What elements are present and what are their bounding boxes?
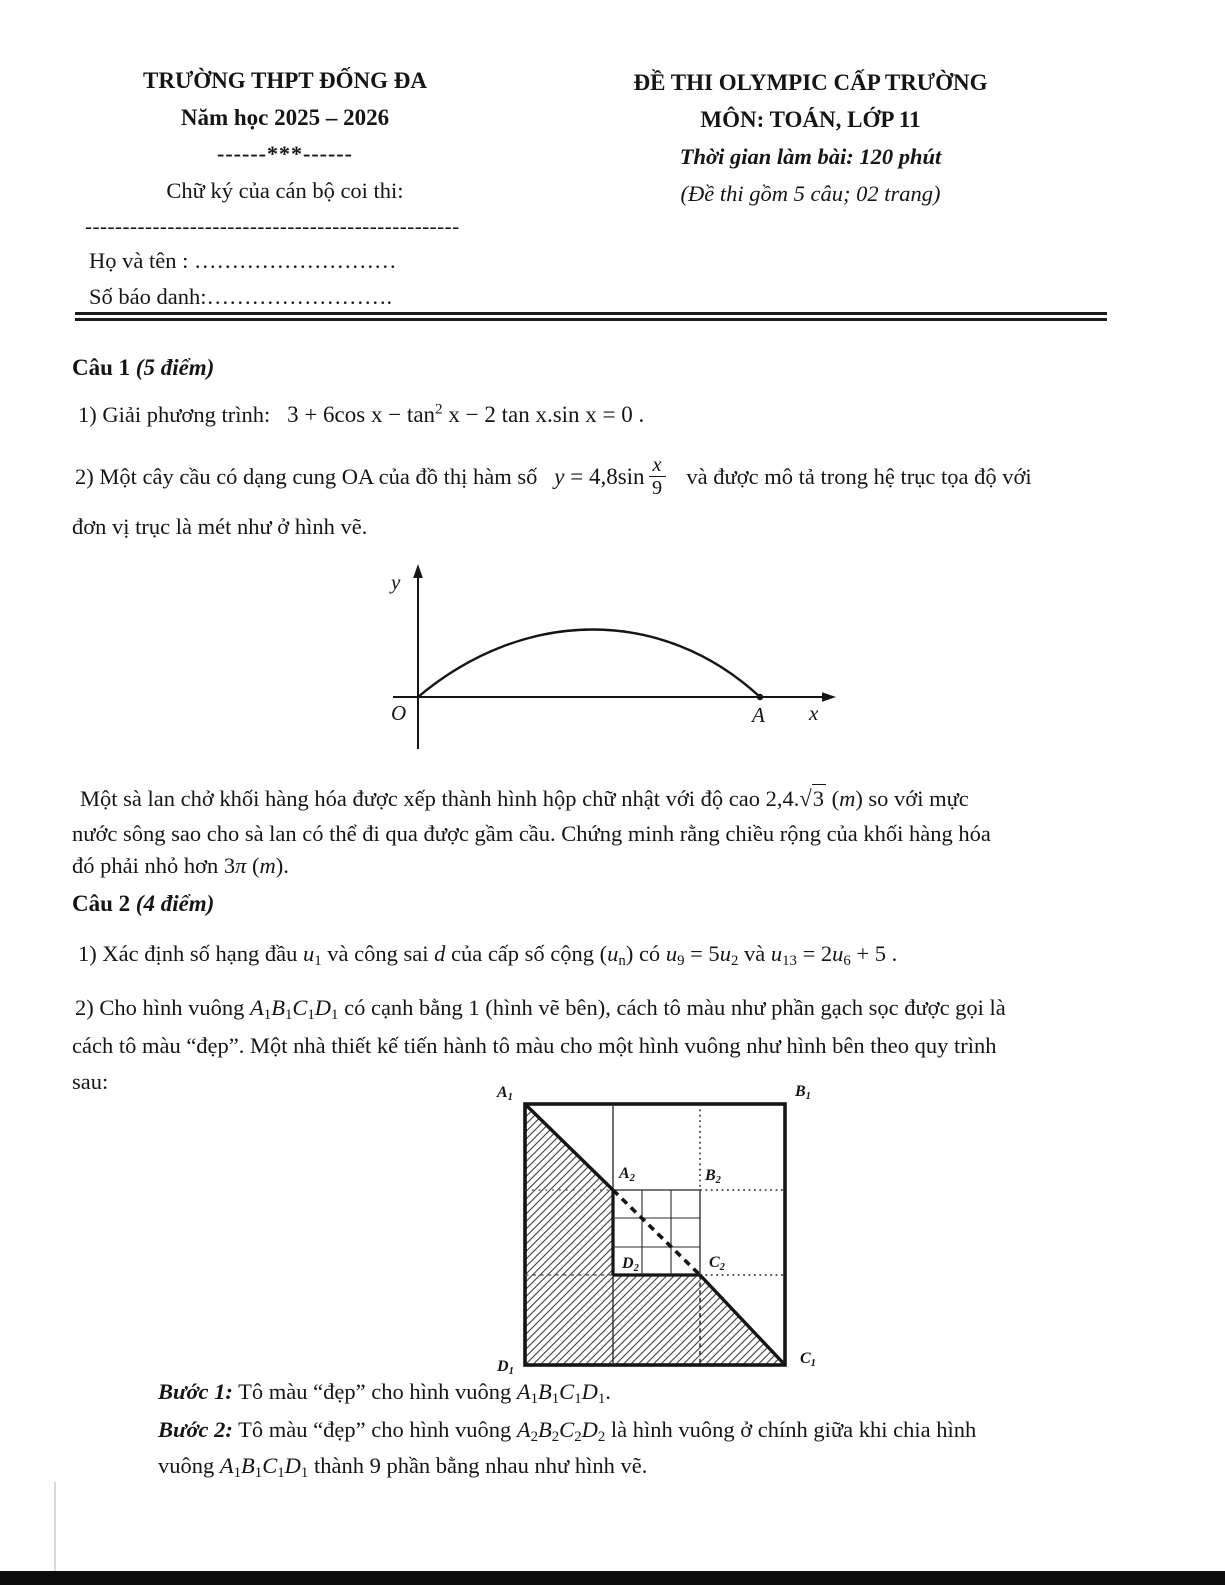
exam-title: ĐỀ THI OLYMPIC CẤP TRƯỜNG [633, 70, 988, 95]
x-axis-arrowhead [822, 692, 836, 701]
school-name: TRƯỜNG THPT ĐỐNG ĐA [143, 68, 427, 93]
squares-figure [495, 1080, 830, 1390]
fraction-denominator: 9 [649, 476, 666, 499]
exam-subject: MÔN: TOÁN, LỚP 11 [700, 107, 921, 132]
q1-part2-line1 [75, 447, 1032, 509]
q1-points: (5 điểm) [135, 355, 215, 380]
header-separator-rule [75, 312, 1107, 321]
q1-part2-tail: và được mô tả trong hệ trục tọa độ với [686, 464, 1032, 489]
label-c1: $C_1$ [800, 1350, 816, 1369]
q2-heading [72, 884, 214, 924]
step1-text: Tô màu “đẹp” cho hình vuông $A_1B_1C_1D_1$. [232, 1379, 611, 1408]
q1-part3-line2: nước sông sao cho sà lan có thể đi qua được gầm cầu. Chứng minh rằng chiều rộng của khối hàng hóa [72, 821, 991, 846]
q1-heading [72, 348, 214, 388]
q2-title: Câu 2 [72, 891, 131, 916]
q2-part2-line3: sau: [72, 1069, 109, 1094]
label-d2: $D_2$ [622, 1255, 639, 1274]
fraction-x-over-9 [649, 454, 666, 500]
exam-note: (Đề thi gồm 5 câu; 02 trang) [680, 181, 941, 206]
squares-figure-svg [495, 1080, 830, 1390]
header-left [85, 62, 485, 315]
q2-part2-line2: cách tô màu “đẹp”. Một nhà thiết kế tiến hành tô màu cho một hình vuông như hình bên theo quy trình [72, 1033, 997, 1058]
bridge-graph-svg [375, 556, 855, 768]
label-c2: $C_2$ [709, 1254, 725, 1273]
q2-points: (4 điểm) [135, 891, 215, 916]
step1-label: Bước 1: [158, 1379, 233, 1404]
step2-label: Bước 2: [158, 1417, 233, 1442]
step1-line [158, 1372, 611, 1412]
y-axis-arrowhead [413, 564, 423, 578]
bridge-arch-curve [418, 630, 760, 698]
fraction-numerator: x [652, 453, 662, 476]
q1-part3-line1: Một sà lan chở khối hàng hóa được xếp thành hình hộp chữ nhật với độ cao 2,4.√3 (m) so với mực [80, 786, 969, 811]
q1-part1-equation: 3 + 6cos $x - \tan^2 x - 2$ tan x.sin x = 0 . [287, 400, 645, 427]
graph-y-axis-label: y [391, 570, 401, 594]
candidate-id-line: Số báo danh:……………………. [89, 284, 393, 309]
q1-part3-line3: đó phải nhỏ hơn 3π (m). [72, 853, 289, 878]
q2-part1-line: 1) Xác định số hạng đầu $u_1$ và công sai d của cấp số cộng $(u_n)$ có $u_9 = 5u_2$ và $u_{13} = 2u_6 + 5$ . [78, 941, 898, 970]
signature-dash-line: -------------------------------------------------- [85, 214, 460, 238]
graph-x-axis-label: x [809, 701, 819, 725]
label-d1: $D_1$ [497, 1358, 514, 1377]
invigilator-signature-label: Chữ ký của cán bộ coi thi: [166, 178, 404, 203]
point-a-dot [757, 694, 763, 700]
label-a1: $A_1$ [497, 1084, 513, 1103]
scan-artifact-left-line [54, 1482, 56, 1572]
q1-part2-line2: đơn vị trục là mét như ở hình vẽ. [72, 514, 368, 539]
q2-part2-line1: 2) Cho hình vuông $A_1B_1C_1D_1$ có cạnh bằng 1 (hình vẽ bên), cách tô màu như phần gạch sọc được gọi là [75, 995, 1006, 1024]
header-right [598, 64, 1023, 212]
label-b1: $B_1$ [795, 1083, 811, 1102]
candidate-name-line: Họ và tên : ……………………… [89, 248, 397, 273]
label-a2: $A_2$ [619, 1165, 635, 1184]
q1-title: Câu 1 [72, 355, 131, 380]
bridge-formula [554, 453, 669, 500]
label-b2: $B_2$ [705, 1167, 721, 1186]
exam-duration: Thời gian làm bài: 120 phút [679, 144, 942, 169]
school-year: Năm học 2025 – 2026 [180, 105, 390, 130]
step2-line1 [158, 1410, 976, 1450]
graph-point-a-label: A [752, 703, 765, 727]
step2-line2: vuông $A_1B_1C_1D_1$ thành 9 phần bằng nhau như hình vẽ. [158, 1453, 648, 1482]
graph-origin-label: O [391, 701, 407, 725]
q1-part2-intro: 2) Một cây cầu có dạng cung OA của đồ thị hàm số [75, 464, 538, 489]
star-divider: ------***------ [217, 141, 353, 166]
q1-part1-line [78, 395, 644, 435]
bridge-graph-figure [375, 556, 855, 768]
q1-part1-label: 1) Giải phương trình: [78, 402, 271, 427]
scan-artifact-bottom-bar [0, 1571, 1225, 1585]
bridge-formula-lead: y = 4,8sin [554, 464, 645, 489]
step2-text: Tô màu “đẹp” cho hình vuông $A_2B_2C_2D_2$ là hình vuông ở chính giữa khi chia hình [232, 1417, 977, 1446]
